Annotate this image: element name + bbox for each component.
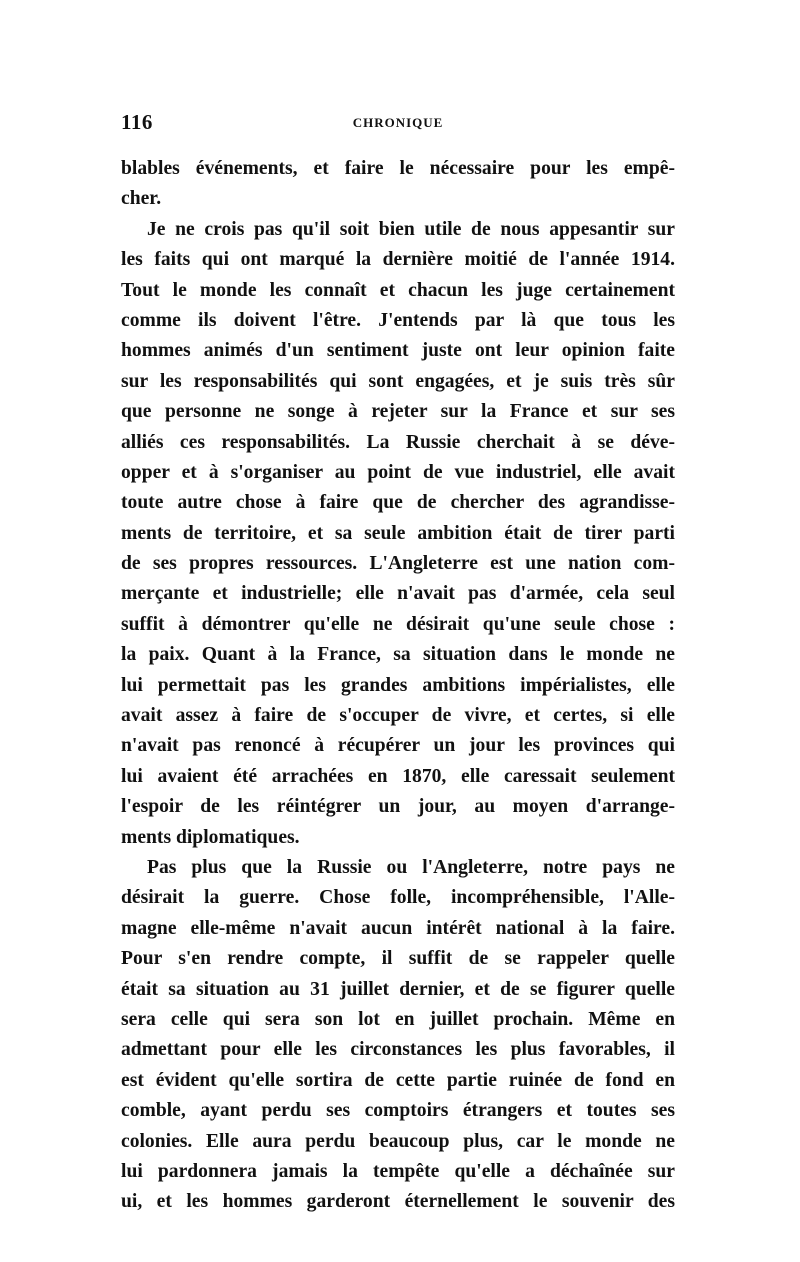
text-line: Tout le monde les connaît et chacun les juge certainement: [121, 279, 675, 301]
text-line: admettant pour elle les circonstances les plus favorables, il: [121, 1039, 675, 1061]
text-line: Pas plus que la Russie ou l'Angleterre, notre pays ne: [147, 856, 675, 878]
text-line: ui, et les hommes garderont éternellement le souvenir des: [121, 1191, 675, 1213]
text-line: blables événements, et faire le nécessaire pour les empê-: [121, 158, 675, 179]
text-line: merçante et industrielle; elle n'avait pas d'armée, cela seul: [121, 583, 675, 605]
text-line: hommes animés d'un sentiment juste ont leur opinion faite: [121, 340, 675, 362]
text-line: est évident qu'elle sortira de cette partie ruinée de fond en: [121, 1069, 675, 1091]
text-line: que personne ne songe à rejeter sur la France et sur ses: [121, 401, 675, 423]
running-title: CHRONIQUE: [352, 115, 444, 130]
text-line: sur les responsabilités qui sont engagées, et je suis très sûr: [121, 370, 675, 392]
text-line: l'espoir de les réintégrer un jour, au moyen d'arrange-: [121, 796, 675, 818]
text-line: ments diplomatiques.: [121, 826, 300, 848]
text-line: lui pardonnera jamais la tempête qu'elle a déchaînée sur: [121, 1160, 675, 1182]
body-text: [121, 154, 675, 1218]
text-line: toute autre chose à faire que de chercher des agrandisse-: [121, 492, 675, 514]
text-line: alliés ces responsabilités. La Russie cherchait à se déve-: [121, 431, 675, 453]
text-line: était sa situation au 31 juillet dernier, et de se figurer quelle: [121, 978, 675, 1000]
text-line: Pour s'en rendre compte, il suffit de se rappeler quelle: [121, 948, 675, 970]
text-line: opper et à s'organiser au point de vue industriel, elle avait: [121, 461, 675, 483]
text-line: comble, ayant perdu ses comptoirs étrangers et toutes ses: [121, 1100, 675, 1122]
text-line: la paix. Quant à la France, sa situation dans le monde ne: [121, 644, 675, 666]
book-page: [121, 110, 675, 1218]
page-number: 116: [121, 110, 153, 134]
text-line: de ses propres ressources. L'Angleterre est une nation com-: [121, 553, 675, 575]
text-line: désirait la guerre. Chose folle, incompréhensible, l'Alle-: [121, 887, 675, 909]
text-line: ments de territoire, et sa seule ambition était de tirer parti: [121, 522, 675, 544]
text-line: suffit à démontrer qu'elle ne désirait qu'une seule chose :: [121, 613, 675, 635]
text-line: avait assez à faire de s'occuper de vivre, et certes, si elle: [121, 705, 675, 727]
text-line: colonies. Elle aura perdu beaucoup plus, car le monde ne: [121, 1130, 675, 1152]
text-line: comme ils doivent l'être. J'entends par là que tous les: [121, 309, 675, 331]
text-line: sera celle qui sera son lot en juillet prochain. Même en: [121, 1008, 675, 1030]
running-header: [121, 110, 675, 138]
text-line: n'avait pas renoncé à récupérer un jour les provinces qui: [121, 735, 675, 757]
text-line: magne elle-même n'avait aucun intérêt national à la faire.: [121, 917, 675, 939]
text-line: les faits qui ont marqué la dernière moitié de l'année 1914.: [121, 249, 675, 271]
text-line: cher.: [121, 188, 162, 210]
text-line: Je ne crois pas qu'il soit bien utile de nous appesantir sur: [147, 218, 675, 240]
text-line: lui permettait pas les grandes ambitions impérialistes, elle: [121, 674, 675, 696]
text-line: lui avaient été arrachées en 1870, elle caressait seulement: [121, 765, 675, 787]
